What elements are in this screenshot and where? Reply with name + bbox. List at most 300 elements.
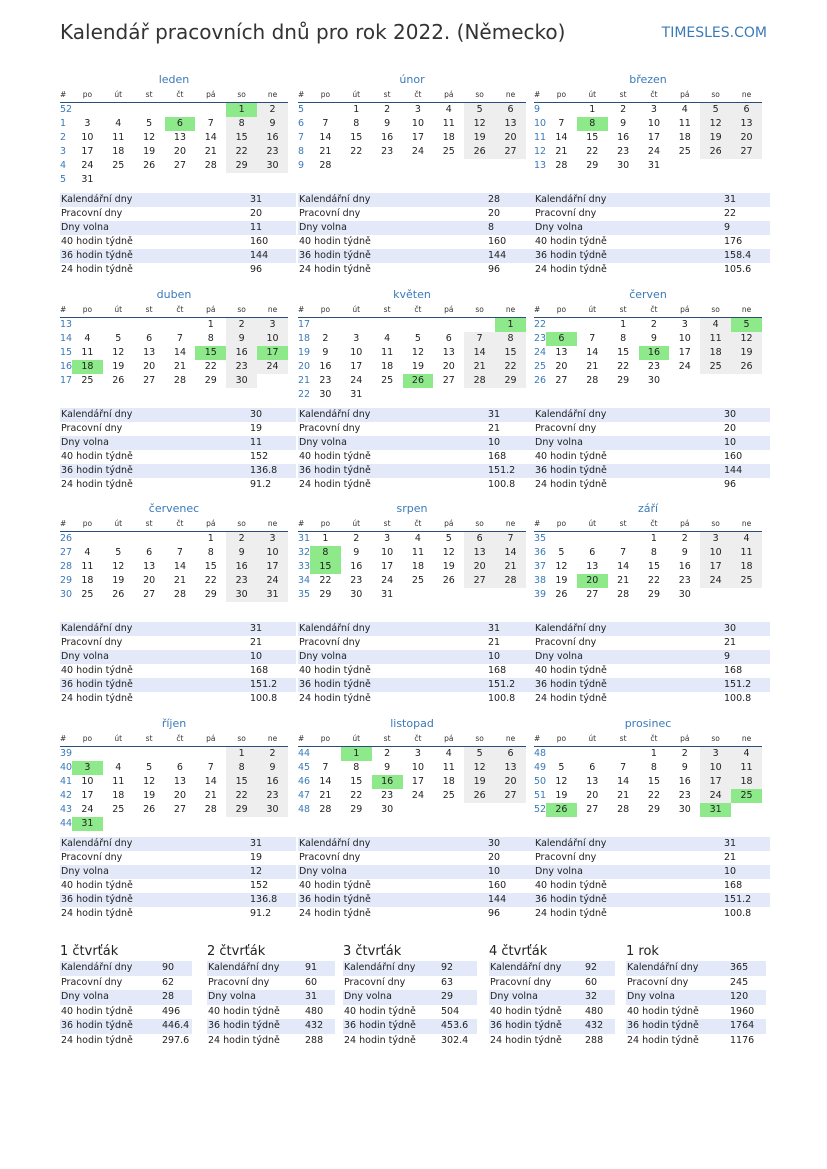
day-cell[interactable]: 12 [464, 117, 495, 131]
day-cell[interactable]: 6 [495, 747, 526, 762]
day-cell[interactable]: 14 [173, 561, 186, 572]
day-cell[interactable]: 10 [81, 776, 94, 787]
day-cell[interactable]: 11 [442, 762, 455, 773]
day-cell[interactable]: 18 [381, 361, 394, 372]
day-cell[interactable]: 25 [731, 789, 762, 803]
day-cell[interactable]: 3 [257, 532, 288, 547]
day-cell[interactable]: 17 [381, 561, 394, 572]
day-cell[interactable]: 15 [350, 776, 363, 787]
day-cell[interactable]: 4 [414, 533, 421, 544]
day-cell[interactable]: 3 [257, 318, 288, 333]
day-cell[interactable]: 5 [731, 318, 762, 333]
day-cell[interactable]: 3 [72, 761, 103, 775]
day-cell[interactable]: 14 [617, 776, 630, 787]
day-cell[interactable]: 27 [495, 789, 526, 803]
day-cell[interactable]: 1 [495, 318, 526, 333]
day-cell[interactable]: 20 [173, 146, 186, 157]
day-cell[interactable]: 14 [464, 346, 495, 360]
day-cell[interactable]: 25 [81, 375, 94, 386]
day-cell[interactable]: 29 [226, 803, 257, 817]
day-cell[interactable]: 27 [495, 145, 526, 159]
day-cell[interactable]: 2 [681, 748, 688, 759]
day-cell[interactable]: 8 [650, 762, 657, 773]
day-cell[interactable]: 12 [143, 132, 156, 143]
day-cell[interactable]: 14 [555, 132, 568, 143]
day-cell[interactable]: 29 [350, 804, 363, 815]
day-cell[interactable]: 1 [341, 747, 372, 762]
day-cell[interactable]: 16 [381, 132, 394, 143]
day-cell[interactable]: 1 [620, 319, 627, 330]
day-cell[interactable]: 21 [204, 790, 217, 801]
day-cell[interactable]: 29 [226, 159, 257, 173]
day-cell[interactable]: 11 [678, 118, 691, 129]
day-cell[interactable]: 27 [586, 589, 599, 600]
day-cell[interactable]: 16 [350, 561, 363, 572]
day-cell[interactable]: 17 [647, 132, 660, 143]
day-cell[interactable]: 7 [207, 762, 214, 773]
day-cell[interactable]: 20 [731, 131, 762, 145]
day-cell[interactable]: 25 [700, 360, 731, 374]
day-cell[interactable]: 31 [700, 803, 731, 817]
day-cell[interactable]: 27 [464, 574, 495, 588]
day-cell[interactable]: 20 [495, 775, 526, 789]
day-cell[interactable]: 19 [112, 575, 125, 586]
day-cell[interactable]: 7 [322, 118, 329, 129]
day-cell[interactable]: 19 [464, 131, 495, 145]
day-cell[interactable]: 12 [731, 332, 762, 346]
day-cell[interactable]: 22 [319, 575, 332, 586]
day-cell[interactable]: 26 [112, 375, 125, 386]
day-cell[interactable]: 31 [81, 174, 94, 185]
day-cell[interactable]: 3 [384, 533, 391, 544]
day-cell[interactable]: 25 [678, 146, 691, 157]
day-cell[interactable]: 11 [411, 547, 424, 558]
day-cell[interactable]: 24 [257, 360, 288, 374]
day-cell[interactable]: 2 [681, 533, 688, 544]
day-cell[interactable]: 1 [353, 104, 360, 115]
day-cell[interactable]: 12 [112, 347, 125, 358]
day-cell[interactable]: 15 [350, 132, 363, 143]
day-cell[interactable]: 15 [647, 561, 660, 572]
day-cell[interactable]: 14 [586, 347, 599, 358]
day-cell[interactable]: 29 [647, 804, 660, 815]
day-cell[interactable]: 29 [647, 589, 660, 600]
day-cell[interactable]: 13 [586, 776, 599, 787]
day-cell[interactable]: 7 [207, 118, 214, 129]
day-cell[interactable]: 18 [700, 346, 731, 360]
day-cell[interactable]: 1 [226, 747, 257, 762]
brand-link[interactable]: TIMESLES.COM [661, 25, 767, 41]
day-cell[interactable]: 19 [411, 361, 424, 372]
day-cell[interactable]: 16 [319, 361, 332, 372]
day-cell[interactable]: 6 [589, 762, 596, 773]
day-cell[interactable]: 3 [414, 748, 421, 759]
day-cell[interactable]: 24 [411, 790, 424, 801]
day-cell[interactable]: 4 [115, 762, 122, 773]
day-cell[interactable]: 13 [731, 117, 762, 131]
day-cell[interactable]: 4 [731, 747, 762, 762]
day-cell[interactable]: 9 [226, 546, 257, 560]
day-cell[interactable]: 6 [589, 547, 596, 558]
day-cell[interactable]: 31 [72, 817, 103, 831]
day-cell[interactable]: 6 [146, 333, 153, 344]
day-cell[interactable]: 15 [310, 560, 341, 574]
day-cell[interactable]: 16 [257, 131, 288, 145]
day-cell[interactable]: 7 [589, 333, 596, 344]
day-cell[interactable]: 24 [257, 574, 288, 588]
day-cell[interactable]: 22 [226, 145, 257, 159]
day-cell[interactable]: 8 [207, 547, 214, 558]
day-cell[interactable]: 22 [350, 790, 363, 801]
day-cell[interactable]: 5 [146, 118, 153, 129]
day-cell[interactable]: 22 [647, 790, 660, 801]
day-cell[interactable]: 2 [353, 533, 360, 544]
day-cell[interactable]: 25 [81, 589, 94, 600]
day-cell[interactable]: 23 [350, 575, 363, 586]
day-cell[interactable]: 4 [700, 318, 731, 333]
day-cell[interactable]: 2 [650, 319, 657, 330]
day-cell[interactable]: 19 [442, 561, 455, 572]
day-cell[interactable]: 26 [442, 575, 455, 586]
day-cell[interactable]: 20 [143, 575, 156, 586]
day-cell[interactable]: 5 [700, 103, 731, 118]
day-cell[interactable]: 18 [678, 132, 691, 143]
day-cell[interactable]: 22 [617, 361, 630, 372]
day-cell[interactable]: 26 [555, 589, 568, 600]
day-cell[interactable]: 24 [81, 804, 94, 815]
day-cell[interactable]: 9 [257, 761, 288, 775]
day-cell[interactable]: 28 [555, 160, 568, 171]
day-cell[interactable]: 16 [226, 560, 257, 574]
day-cell[interactable]: 22 [204, 575, 217, 586]
day-cell[interactable]: 21 [586, 361, 599, 372]
day-cell[interactable]: 15 [204, 561, 217, 572]
day-cell[interactable]: 24 [700, 574, 731, 588]
day-cell[interactable]: 13 [173, 776, 186, 787]
day-cell[interactable]: 4 [115, 118, 122, 129]
day-cell[interactable]: 20 [464, 560, 495, 574]
day-cell[interactable]: 10 [647, 118, 660, 129]
day-cell[interactable]: 4 [445, 748, 452, 759]
day-cell[interactable]: 7 [176, 333, 183, 344]
day-cell[interactable]: 3 [84, 118, 91, 129]
day-cell[interactable]: 21 [555, 146, 568, 157]
day-cell[interactable]: 24 [411, 146, 424, 157]
day-cell[interactable]: 11 [112, 132, 125, 143]
day-cell[interactable]: 24 [700, 789, 731, 803]
day-cell[interactable]: 5 [464, 747, 495, 762]
day-cell[interactable]: 7 [464, 332, 495, 346]
day-cell[interactable]: 14 [173, 347, 186, 358]
day-cell[interactable]: 19 [555, 790, 568, 801]
day-cell[interactable]: 1 [650, 748, 657, 759]
day-cell[interactable]: 24 [350, 375, 363, 386]
day-cell[interactable]: 8 [226, 761, 257, 775]
day-cell[interactable]: 18 [442, 776, 455, 787]
day-cell[interactable]: 28 [586, 375, 599, 386]
day-cell[interactable]: 27 [173, 804, 186, 815]
day-cell[interactable]: 31 [350, 389, 363, 400]
day-cell[interactable]: 11 [731, 546, 762, 560]
day-cell[interactable]: 24 [678, 361, 691, 372]
day-cell[interactable]: 12 [464, 761, 495, 775]
day-cell[interactable]: 12 [555, 561, 568, 572]
day-cell[interactable]: 5 [146, 762, 153, 773]
day-cell[interactable]: 17 [411, 776, 424, 787]
day-cell[interactable]: 29 [617, 375, 630, 386]
day-cell[interactable]: 4 [84, 547, 91, 558]
day-cell[interactable]: 28 [204, 804, 217, 815]
day-cell[interactable]: 10 [350, 347, 363, 358]
day-cell[interactable]: 12 [442, 547, 455, 558]
day-cell[interactable]: 10 [411, 118, 424, 129]
day-cell[interactable]: 19 [464, 775, 495, 789]
day-cell[interactable]: 28 [173, 375, 186, 386]
day-cell[interactable]: 3 [700, 747, 731, 762]
day-cell[interactable]: 5 [558, 762, 565, 773]
day-cell[interactable]: 19 [731, 346, 762, 360]
day-cell[interactable]: 16 [639, 346, 670, 360]
day-cell[interactable]: 21 [464, 360, 495, 374]
day-cell[interactable]: 17 [700, 775, 731, 789]
day-cell[interactable]: 11 [700, 332, 731, 346]
day-cell[interactable]: 22 [586, 146, 599, 157]
day-cell[interactable]: 19 [143, 146, 156, 157]
day-cell[interactable]: 8 [353, 118, 360, 129]
day-cell[interactable]: 2 [226, 532, 257, 547]
day-cell[interactable]: 17 [257, 560, 288, 574]
day-cell[interactable]: 14 [617, 561, 630, 572]
day-cell[interactable]: 22 [204, 361, 217, 372]
day-cell[interactable]: 30 [257, 159, 288, 173]
day-cell[interactable]: 25 [442, 790, 455, 801]
day-cell[interactable]: 13 [586, 561, 599, 572]
day-cell[interactable]: 30 [319, 389, 332, 400]
day-cell[interactable]: 30 [647, 375, 660, 386]
day-cell[interactable]: 27 [442, 375, 455, 386]
day-cell[interactable]: 20 [442, 361, 455, 372]
day-cell[interactable]: 14 [204, 776, 217, 787]
day-cell[interactable]: 7 [558, 118, 565, 129]
day-cell[interactable]: 10 [700, 546, 731, 560]
day-cell[interactable]: 27 [143, 375, 156, 386]
day-cell[interactable]: 20 [173, 790, 186, 801]
day-cell[interactable]: 8 [353, 762, 360, 773]
day-cell[interactable]: 23 [678, 790, 691, 801]
day-cell[interactable]: 30 [257, 803, 288, 817]
day-cell[interactable]: 9 [681, 762, 688, 773]
day-cell[interactable]: 28 [617, 804, 630, 815]
day-cell[interactable]: 3 [650, 104, 657, 115]
day-cell[interactable]: 12 [555, 776, 568, 787]
day-cell[interactable]: 18 [731, 775, 762, 789]
day-cell[interactable]: 31 [257, 588, 288, 602]
day-cell[interactable]: 14 [319, 132, 332, 143]
day-cell[interactable]: 4 [681, 104, 688, 115]
day-cell[interactable]: 21 [319, 146, 332, 157]
day-cell[interactable]: 5 [464, 103, 495, 118]
day-cell[interactable]: 20 [495, 131, 526, 145]
day-cell[interactable]: 2 [257, 747, 288, 762]
day-cell[interactable]: 28 [204, 160, 217, 171]
day-cell[interactable]: 26 [112, 589, 125, 600]
day-cell[interactable]: 22 [226, 789, 257, 803]
day-cell[interactable]: 29 [495, 374, 526, 388]
day-cell[interactable]: 22 [647, 575, 660, 586]
day-cell[interactable]: 21 [617, 575, 630, 586]
day-cell[interactable]: 30 [350, 589, 363, 600]
day-cell[interactable]: 23 [381, 790, 394, 801]
day-cell[interactable]: 17 [678, 347, 691, 358]
day-cell[interactable]: 18 [411, 561, 424, 572]
day-cell[interactable]: 13 [143, 347, 156, 358]
day-cell[interactable]: 7 [495, 532, 526, 547]
day-cell[interactable]: 16 [257, 775, 288, 789]
day-cell[interactable]: 16 [226, 346, 257, 360]
day-cell[interactable]: 9 [322, 347, 329, 358]
day-cell[interactable]: 1 [650, 533, 657, 544]
day-cell[interactable]: 17 [81, 790, 94, 801]
day-cell[interactable]: 19 [112, 361, 125, 372]
day-cell[interactable]: 21 [319, 790, 332, 801]
day-cell[interactable]: 28 [319, 804, 332, 815]
day-cell[interactable]: 18 [112, 790, 125, 801]
day-cell[interactable]: 12 [411, 347, 424, 358]
day-cell[interactable]: 30 [678, 804, 691, 815]
day-cell[interactable]: 11 [731, 761, 762, 775]
day-cell[interactable]: 8 [650, 547, 657, 558]
day-cell[interactable]: 19 [555, 575, 568, 586]
day-cell[interactable]: 29 [586, 160, 599, 171]
day-cell[interactable]: 15 [586, 132, 599, 143]
day-cell[interactable]: 21 [173, 361, 186, 372]
day-cell[interactable]: 25 [381, 375, 394, 386]
day-cell[interactable]: 14 [495, 546, 526, 560]
day-cell[interactable]: 23 [678, 575, 691, 586]
day-cell[interactable]: 15 [195, 346, 226, 360]
day-cell[interactable]: 18 [112, 146, 125, 157]
day-cell[interactable]: 23 [319, 375, 332, 386]
day-cell[interactable]: 27 [143, 589, 156, 600]
day-cell[interactable]: 4 [731, 532, 762, 547]
day-cell[interactable]: 11 [442, 118, 455, 129]
day-cell[interactable]: 30 [381, 804, 394, 815]
day-cell[interactable]: 31 [647, 160, 660, 171]
day-cell[interactable]: 3 [353, 333, 360, 344]
day-cell[interactable]: 1 [589, 104, 596, 115]
day-cell[interactable]: 13 [173, 132, 186, 143]
day-cell[interactable]: 8 [310, 546, 341, 560]
day-cell[interactable]: 2 [226, 318, 257, 333]
day-cell[interactable]: 4 [445, 104, 452, 115]
day-cell[interactable]: 7 [620, 547, 627, 558]
day-cell[interactable]: 18 [442, 132, 455, 143]
day-cell[interactable]: 8 [577, 117, 608, 131]
day-cell[interactable]: 13 [555, 347, 568, 358]
day-cell[interactable]: 1 [207, 533, 214, 544]
day-cell[interactable]: 28 [319, 160, 332, 171]
day-cell[interactable]: 26 [143, 160, 156, 171]
day-cell[interactable]: 4 [84, 333, 91, 344]
day-cell[interactable]: 13 [464, 546, 495, 560]
day-cell[interactable]: 10 [257, 546, 288, 560]
day-cell[interactable]: 29 [204, 589, 217, 600]
day-cell[interactable]: 30 [226, 374, 257, 388]
day-cell[interactable]: 11 [81, 347, 94, 358]
day-cell[interactable]: 15 [617, 347, 630, 358]
day-cell[interactable]: 23 [381, 146, 394, 157]
day-cell[interactable]: 23 [257, 145, 288, 159]
day-cell[interactable]: 24 [647, 146, 660, 157]
day-cell[interactable]: 22 [495, 360, 526, 374]
day-cell[interactable]: 12 [112, 561, 125, 572]
day-cell[interactable]: 17 [350, 361, 363, 372]
day-cell[interactable]: 25 [731, 574, 762, 588]
day-cell[interactable]: 15 [226, 131, 257, 145]
day-cell[interactable]: 27 [586, 804, 599, 815]
day-cell[interactable]: 9 [650, 333, 657, 344]
day-cell[interactable]: 9 [384, 762, 391, 773]
day-cell[interactable]: 10 [381, 547, 394, 558]
day-cell[interactable]: 6 [495, 103, 526, 118]
day-cell[interactable]: 9 [257, 117, 288, 131]
day-cell[interactable]: 1 [322, 533, 329, 544]
day-cell[interactable]: 18 [72, 360, 103, 374]
day-cell[interactable]: 2 [620, 104, 627, 115]
day-cell[interactable]: 26 [700, 145, 731, 159]
day-cell[interactable]: 25 [112, 804, 125, 815]
day-cell[interactable]: 8 [495, 332, 526, 346]
day-cell[interactable]: 23 [226, 574, 257, 588]
day-cell[interactable]: 9 [226, 332, 257, 346]
day-cell[interactable]: 9 [620, 118, 627, 129]
day-cell[interactable]: 10 [81, 132, 94, 143]
day-cell[interactable]: 26 [464, 789, 495, 803]
day-cell[interactable]: 1 [226, 103, 257, 118]
day-cell[interactable]: 26 [403, 374, 434, 388]
day-cell[interactable]: 11 [81, 561, 94, 572]
day-cell[interactable]: 23 [226, 360, 257, 374]
day-cell[interactable]: 26 [464, 145, 495, 159]
day-cell[interactable]: 25 [112, 160, 125, 171]
day-cell[interactable]: 7 [176, 547, 183, 558]
day-cell[interactable]: 31 [381, 589, 394, 600]
day-cell[interactable]: 26 [546, 803, 577, 817]
day-cell[interactable]: 26 [143, 804, 156, 815]
day-cell[interactable]: 5 [115, 333, 122, 344]
day-cell[interactable]: 7 [620, 762, 627, 773]
day-cell[interactable]: 27 [555, 375, 568, 386]
day-cell[interactable]: 6 [146, 547, 153, 558]
day-cell[interactable]: 22 [350, 146, 363, 157]
day-cell[interactable]: 10 [257, 332, 288, 346]
day-cell[interactable]: 6 [464, 532, 495, 547]
day-cell[interactable]: 30 [678, 589, 691, 600]
day-cell[interactable]: 29 [319, 589, 332, 600]
day-cell[interactable]: 10 [700, 761, 731, 775]
day-cell[interactable]: 17 [81, 146, 94, 157]
day-cell[interactable]: 15 [647, 776, 660, 787]
day-cell[interactable]: 28 [495, 574, 526, 588]
day-cell[interactable]: 28 [173, 589, 186, 600]
day-cell[interactable]: 2 [322, 333, 329, 344]
day-cell[interactable]: 16 [372, 775, 403, 789]
day-cell[interactable]: 9 [353, 547, 360, 558]
day-cell[interactable]: 25 [442, 146, 455, 157]
day-cell[interactable]: 17 [700, 560, 731, 574]
day-cell[interactable]: 19 [143, 790, 156, 801]
day-cell[interactable]: 16 [617, 132, 630, 143]
